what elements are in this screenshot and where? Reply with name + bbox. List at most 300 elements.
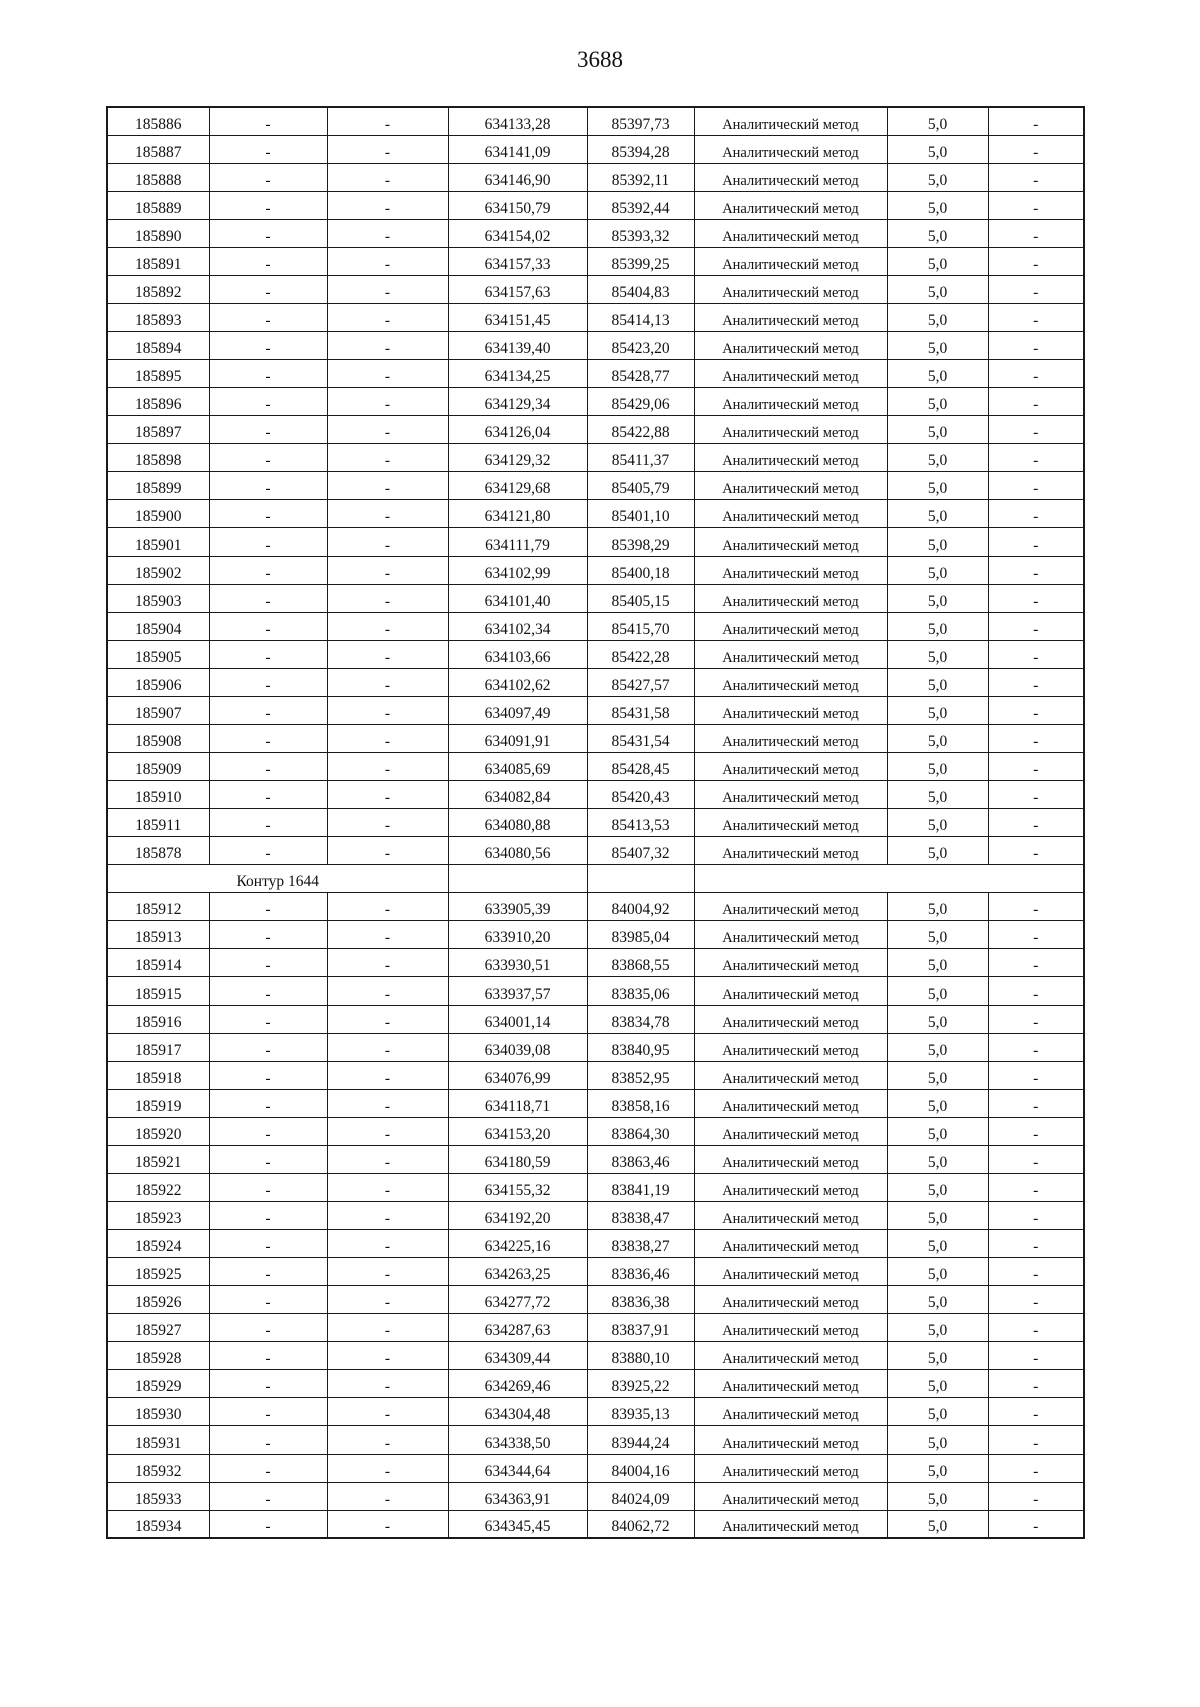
y-coordinate-cell: 83985,04 [587,921,694,949]
empty-dash-cell: - [209,781,327,809]
point-number-cell: 185917 [107,1033,209,1061]
point-number-cell: 185893 [107,303,209,331]
x-coordinate-cell: 634287,63 [448,1314,587,1342]
y-coordinate-cell: 83935,13 [587,1398,694,1426]
accuracy-cell: 5,0 [887,303,988,331]
x-coordinate-cell: 634139,40 [448,332,587,360]
table-row [107,1033,1084,1061]
empty-dash-cell: - [327,191,448,219]
table-row [107,1398,1084,1426]
empty-dash-cell: - [209,416,327,444]
y-coordinate-cell: 85431,54 [587,724,694,752]
point-number-cell: 185901 [107,528,209,556]
accuracy-cell: 5,0 [887,556,988,584]
empty-dash-cell: - [988,247,1084,275]
x-coordinate-cell: 634097,49 [448,696,587,724]
point-number-cell: 185905 [107,640,209,668]
table-row [107,668,1084,696]
method-cell: Аналитический метод [694,472,887,500]
accuracy-cell: 5,0 [887,1117,988,1145]
x-coordinate-cell: 634085,69 [448,752,587,780]
accuracy-cell: 5,0 [887,500,988,528]
y-coordinate-cell: 85428,77 [587,360,694,388]
x-coordinate-cell: 634039,08 [448,1033,587,1061]
empty-dash-cell: - [209,1398,327,1426]
method-cell: Аналитический метод [694,1173,887,1201]
y-coordinate-cell: 85393,32 [587,219,694,247]
x-coordinate-cell: 634225,16 [448,1230,587,1258]
empty-dash-cell: - [988,640,1084,668]
empty-dash-cell: - [327,612,448,640]
empty-dash-cell: - [988,668,1084,696]
method-cell: Аналитический метод [694,1117,887,1145]
y-coordinate-cell: 85428,45 [587,752,694,780]
accuracy-cell: 5,0 [887,528,988,556]
empty-dash-cell: - [209,444,327,472]
table-row [107,1342,1084,1370]
empty-dash-cell: - [209,640,327,668]
point-number-cell: 185931 [107,1426,209,1454]
y-coordinate-cell: 83835,06 [587,977,694,1005]
method-cell: Аналитический метод [694,809,887,837]
empty-dash-cell: - [209,275,327,303]
empty-dash-cell: - [327,893,448,921]
table-row [107,1201,1084,1229]
empty-dash-cell: - [988,724,1084,752]
empty-dash-cell: - [988,1370,1084,1398]
empty-dash-cell: - [327,1370,448,1398]
accuracy-cell: 5,0 [887,163,988,191]
y-coordinate-cell: 85401,10 [587,500,694,528]
x-coordinate-cell: 634150,79 [448,191,587,219]
section-row [107,865,1084,893]
point-number-cell: 185933 [107,1482,209,1510]
table-row [107,1117,1084,1145]
table-row [107,781,1084,809]
table-row [107,1314,1084,1342]
table-row [107,893,1084,921]
point-number-cell: 185878 [107,837,209,865]
y-coordinate-cell: 85423,20 [587,332,694,360]
table-row [107,472,1084,500]
point-number-cell: 185889 [107,191,209,219]
y-coordinate-cell: 85420,43 [587,781,694,809]
y-coordinate-cell: 85411,37 [587,444,694,472]
point-number-cell: 185903 [107,584,209,612]
point-number-cell: 185890 [107,219,209,247]
empty-dash-cell: - [327,1089,448,1117]
empty-dash-cell: - [988,921,1084,949]
method-cell: Аналитический метод [694,1201,887,1229]
table-row [107,752,1084,780]
point-number-cell: 185934 [107,1510,209,1538]
y-coordinate-cell: 83834,78 [587,1005,694,1033]
point-number-cell: 185932 [107,1454,209,1482]
empty-dash-cell: - [988,1286,1084,1314]
x-coordinate-cell: 634080,88 [448,809,587,837]
method-cell: Аналитический метод [694,1314,887,1342]
table-row [107,388,1084,416]
empty-dash-cell: - [209,1286,327,1314]
empty-dash-cell: - [327,752,448,780]
accuracy-cell: 5,0 [887,191,988,219]
method-cell: Аналитический метод [694,1089,887,1117]
method-cell: Аналитический метод [694,191,887,219]
empty-dash-cell: - [327,275,448,303]
empty-dash-cell: - [327,1510,448,1538]
accuracy-cell: 5,0 [887,837,988,865]
point-number-cell: 185911 [107,809,209,837]
empty-dash-cell: - [209,977,327,1005]
x-coordinate-cell: 634153,20 [448,1117,587,1145]
accuracy-cell: 5,0 [887,472,988,500]
empty-dash-cell: - [209,388,327,416]
empty-dash-cell: - [988,1061,1084,1089]
x-coordinate-cell: 634102,62 [448,668,587,696]
accuracy-cell: 5,0 [887,247,988,275]
empty-dash-cell: - [327,1005,448,1033]
method-cell: Аналитический метод [694,1426,887,1454]
method-cell: Аналитический метод [694,1454,887,1482]
empty-dash-cell: - [988,949,1084,977]
point-number-cell: 185921 [107,1145,209,1173]
table-row [107,247,1084,275]
empty-dash-cell: - [327,528,448,556]
point-number-cell: 185916 [107,1005,209,1033]
accuracy-cell: 5,0 [887,640,988,668]
point-number-cell: 185922 [107,1173,209,1201]
empty-dash-cell: - [209,472,327,500]
empty-dash-cell: - [327,1342,448,1370]
table-row [107,1061,1084,1089]
accuracy-cell: 5,0 [887,781,988,809]
y-coordinate-cell: 85397,73 [587,107,694,135]
accuracy-cell: 5,0 [887,809,988,837]
method-cell: Аналитический метод [694,640,887,668]
y-coordinate-cell: 83838,27 [587,1230,694,1258]
empty-dash-cell: - [327,1145,448,1173]
empty-dash-cell: - [327,1426,448,1454]
method-cell: Аналитический метод [694,500,887,528]
accuracy-cell: 5,0 [887,949,988,977]
y-coordinate-cell: 85398,29 [587,528,694,556]
empty-dash-cell: - [209,668,327,696]
y-coordinate-cell: 83836,46 [587,1258,694,1286]
x-coordinate-cell: 634180,59 [448,1145,587,1173]
point-number-cell: 185915 [107,977,209,1005]
x-coordinate-cell: 634155,32 [448,1173,587,1201]
method-cell: Аналитический метод [694,528,887,556]
method-cell: Аналитический метод [694,893,887,921]
empty-dash-cell: - [209,921,327,949]
empty-dash-cell: - [988,1005,1084,1033]
accuracy-cell: 5,0 [887,1258,988,1286]
method-cell: Аналитический метод [694,1342,887,1370]
empty-dash-cell: - [988,163,1084,191]
y-coordinate-cell: 85394,28 [587,135,694,163]
x-coordinate-cell: 634091,91 [448,724,587,752]
accuracy-cell: 5,0 [887,1314,988,1342]
empty-dash-cell: - [988,500,1084,528]
empty-dash-cell: - [327,949,448,977]
accuracy-cell: 5,0 [887,1230,988,1258]
method-cell: Аналитический метод [694,1061,887,1089]
point-number-cell: 185930 [107,1398,209,1426]
method-cell: Аналитический метод [694,977,887,1005]
accuracy-cell: 5,0 [887,1061,988,1089]
empty-dash-cell: - [209,1033,327,1061]
empty-dash-cell: - [327,921,448,949]
x-coordinate-cell: 634146,90 [448,163,587,191]
empty-dash-cell: - [988,1145,1084,1173]
empty-dash-cell: - [209,1342,327,1370]
empty-dash-cell: - [327,1201,448,1229]
point-number-cell: 185910 [107,781,209,809]
point-number-cell: 185887 [107,135,209,163]
y-coordinate-cell: 84004,16 [587,1454,694,1482]
method-cell: Аналитический метод [694,556,887,584]
method-cell: Аналитический метод [694,612,887,640]
empty-dash-cell: - [327,1398,448,1426]
empty-dash-cell: - [988,584,1084,612]
empty-dash-cell: - [988,809,1084,837]
empty-dash-cell: - [209,809,327,837]
empty-dash-cell: - [209,1454,327,1482]
empty-dash-cell: - [209,1482,327,1510]
accuracy-cell: 5,0 [887,1173,988,1201]
table-row [107,1370,1084,1398]
point-number-cell: 185899 [107,472,209,500]
empty-dash-cell: - [209,135,327,163]
point-number-cell: 185926 [107,1286,209,1314]
empty-dash-cell: - [327,781,448,809]
y-coordinate-cell: 83944,24 [587,1426,694,1454]
y-coordinate-cell: 83858,16 [587,1089,694,1117]
method-cell: Аналитический метод [694,724,887,752]
point-number-cell: 185925 [107,1258,209,1286]
x-coordinate-cell: 634082,84 [448,781,587,809]
empty-dash-cell: - [327,416,448,444]
empty-dash-cell: - [209,1370,327,1398]
y-coordinate-cell: 85404,83 [587,275,694,303]
empty-dash-cell: - [327,724,448,752]
table-row [107,556,1084,584]
table-row [107,1482,1084,1510]
empty-dash-cell: - [209,584,327,612]
empty-dash-cell: - [327,584,448,612]
accuracy-cell: 5,0 [887,668,988,696]
table-row [107,1510,1084,1538]
empty-dash-cell: - [327,135,448,163]
coordinates-table [106,106,1085,1539]
empty-dash-cell: - [988,444,1084,472]
method-cell: Аналитический метод [694,303,887,331]
x-coordinate-cell: 634338,50 [448,1426,587,1454]
x-coordinate-cell: 634133,28 [448,107,587,135]
y-coordinate-cell: 84004,92 [587,893,694,921]
accuracy-cell: 5,0 [887,893,988,921]
table-row [107,1258,1084,1286]
empty-dash-cell: - [327,163,448,191]
empty-dash-cell: - [327,1117,448,1145]
x-coordinate-cell: 634126,04 [448,416,587,444]
x-coordinate-cell: 634080,56 [448,837,587,865]
method-cell: Аналитический метод [694,837,887,865]
method-cell: Аналитический метод [694,444,887,472]
x-coordinate-cell: 634141,09 [448,135,587,163]
table-row [107,809,1084,837]
accuracy-cell: 5,0 [887,388,988,416]
x-coordinate-cell: 634129,32 [448,444,587,472]
empty-dash-cell: - [988,1258,1084,1286]
empty-dash-cell: - [209,1258,327,1286]
empty-dash-cell: - [209,1510,327,1538]
empty-dash-cell: - [209,219,327,247]
point-number-cell: 185929 [107,1370,209,1398]
method-cell: Аналитический метод [694,1258,887,1286]
table-row [107,1005,1084,1033]
empty-dash-cell: - [209,500,327,528]
x-coordinate-cell: 634309,44 [448,1342,587,1370]
empty-dash-cell: - [209,752,327,780]
table-row [107,612,1084,640]
y-coordinate-cell: 83864,30 [587,1117,694,1145]
accuracy-cell: 5,0 [887,752,988,780]
y-coordinate-cell: 85427,57 [587,668,694,696]
empty-dash-cell: - [988,191,1084,219]
table-body [107,107,1084,1538]
method-cell: Аналитический метод [694,163,887,191]
empty-dash-cell: - [209,1145,327,1173]
point-number-cell: 185928 [107,1342,209,1370]
empty-dash-cell: - [209,724,327,752]
point-number-cell: 185913 [107,921,209,949]
empty-dash-cell: - [327,977,448,1005]
accuracy-cell: 5,0 [887,584,988,612]
table-row [107,1173,1084,1201]
empty-dash-cell: - [209,528,327,556]
empty-dash-cell: - [327,1230,448,1258]
table-row [107,303,1084,331]
x-coordinate-cell: 634121,80 [448,500,587,528]
empty-dash-cell: - [988,1342,1084,1370]
x-coordinate-cell: 634076,99 [448,1061,587,1089]
x-coordinate-cell: 634001,14 [448,1005,587,1033]
method-cell: Аналитический метод [694,360,887,388]
method-cell: Аналитический метод [694,1033,887,1061]
empty-dash-cell: - [988,893,1084,921]
x-coordinate-cell: 634345,45 [448,1510,587,1538]
table-row [107,360,1084,388]
accuracy-cell: 5,0 [887,1482,988,1510]
y-coordinate-cell: 83868,55 [587,949,694,977]
empty-dash-cell: - [988,303,1084,331]
accuracy-cell: 5,0 [887,1005,988,1033]
accuracy-cell: 5,0 [887,1370,988,1398]
accuracy-cell: 5,0 [887,612,988,640]
table-row [107,163,1084,191]
table-row [107,1145,1084,1173]
empty-dash-cell: - [209,332,327,360]
x-coordinate-cell: 634129,68 [448,472,587,500]
empty-dash-cell: - [209,1005,327,1033]
empty-dash-cell: - [327,1033,448,1061]
y-coordinate-cell: 83852,95 [587,1061,694,1089]
empty-dash-cell: - [209,1314,327,1342]
empty-dash-cell: - [988,1201,1084,1229]
accuracy-cell: 5,0 [887,444,988,472]
x-coordinate-cell: 633905,39 [448,893,587,921]
accuracy-cell: 5,0 [887,977,988,1005]
method-cell: Аналитический метод [694,1370,887,1398]
y-coordinate-cell: 85431,58 [587,696,694,724]
table-row [107,1426,1084,1454]
method-cell: Аналитический метод [694,416,887,444]
table-row [107,949,1084,977]
empty-dash-cell: - [327,1061,448,1089]
empty-dash-cell: - [209,696,327,724]
method-cell: Аналитический метод [694,781,887,809]
empty-dash-cell: - [988,135,1084,163]
x-coordinate-cell: 634102,34 [448,612,587,640]
empty-dash-cell: - [988,332,1084,360]
empty-dash-cell: - [988,107,1084,135]
x-coordinate-cell: 634157,33 [448,247,587,275]
y-coordinate-cell: 85413,53 [587,809,694,837]
x-coordinate-cell: 634157,63 [448,275,587,303]
accuracy-cell: 5,0 [887,332,988,360]
empty-cell [694,865,1084,893]
table-row [107,191,1084,219]
empty-dash-cell: - [209,360,327,388]
table-row [107,416,1084,444]
point-number-cell: 185902 [107,556,209,584]
accuracy-cell: 5,0 [887,219,988,247]
point-number-cell: 185888 [107,163,209,191]
table-row [107,977,1084,1005]
table-row [107,135,1084,163]
point-number-cell: 185907 [107,696,209,724]
empty-dash-cell: - [209,163,327,191]
x-coordinate-cell: 634103,66 [448,640,587,668]
x-coordinate-cell: 633930,51 [448,949,587,977]
empty-dash-cell: - [209,1201,327,1229]
empty-dash-cell: - [988,528,1084,556]
method-cell: Аналитический метод [694,1398,887,1426]
empty-dash-cell: - [209,837,327,865]
empty-dash-cell: - [988,1117,1084,1145]
accuracy-cell: 5,0 [887,1033,988,1061]
x-coordinate-cell: 634269,46 [448,1370,587,1398]
method-cell: Аналитический метод [694,135,887,163]
x-coordinate-cell: 634363,91 [448,1482,587,1510]
point-number-cell: 185895 [107,360,209,388]
accuracy-cell: 5,0 [887,1510,988,1538]
x-coordinate-cell: 634111,79 [448,528,587,556]
point-number-cell: 185897 [107,416,209,444]
empty-dash-cell: - [209,1117,327,1145]
empty-cell [587,865,694,893]
empty-dash-cell: - [327,809,448,837]
method-cell: Аналитический метод [694,696,887,724]
x-coordinate-cell: 633910,20 [448,921,587,949]
empty-dash-cell: - [988,837,1084,865]
table-row [107,1230,1084,1258]
empty-dash-cell: - [209,1061,327,1089]
method-cell: Аналитический метод [694,247,887,275]
point-number-cell: 185909 [107,752,209,780]
empty-dash-cell: - [988,275,1084,303]
